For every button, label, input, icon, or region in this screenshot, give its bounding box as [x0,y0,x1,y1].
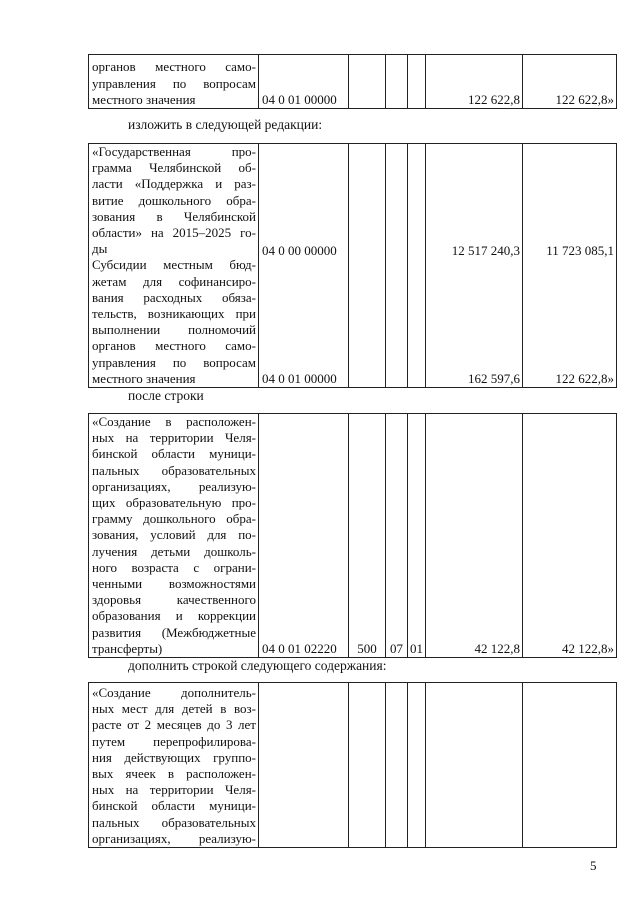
row-name-cell [89,414,259,658]
amount-cell-2 [523,144,617,388]
name-line: местного значения [92,91,196,107]
pr-cell: 01 [408,414,426,658]
name-line: управления по вопросам [92,354,256,370]
name-line: щих образовательную про- [92,495,256,511]
table-row [89,55,617,109]
name-line: здоровья качественного [92,592,256,608]
name-line: грамма Челябинской об- [92,160,256,176]
name-line: «Государственная про- [92,144,256,159]
instruction-text: после строки [128,388,204,403]
pr-cell [408,55,426,109]
name-line: зования в Челябинской [92,208,256,224]
name-line: ных мест для детей в воз- [92,701,256,717]
amount-cell-1 [426,144,523,388]
code-cell: 04 0 01 00000 [259,55,349,109]
ved-cell [349,55,386,109]
name-line: организациях, реализую- [92,830,256,846]
name-line: ния действующих группо- [92,749,256,765]
rz-cell: 07 [386,414,408,658]
name-line: ных на территории Челя- [92,782,256,798]
amount-cell-1 [426,683,523,848]
table-fragment-1 [88,54,617,109]
rz-cell [386,55,408,109]
pr-cell [408,683,426,848]
name-line: трансферты) [92,640,163,656]
code-cell: 04 0 01 02220 [259,414,349,658]
page-number: 5 [590,858,597,873]
pr-cell [408,144,426,388]
name-line: «Создание дополнитель- [92,685,256,700]
subsidy-code: 04 0 01 00000 [262,370,337,386]
name-line: зования, условий для по- [92,527,256,543]
ved-cell: 500 [349,414,386,658]
name-line: развития (Межбюджетные [92,624,256,640]
subsidy-amount-2: 122 622,8» [555,370,614,386]
amount-cell-1: 42 122,8 [426,414,523,658]
name-line: вания расходных обяза- [92,289,256,305]
row-name-cell [89,55,259,109]
table-row [89,414,617,658]
table-row [89,683,617,848]
name-line: бинской области муници- [92,798,256,814]
name-line: Субсидии местным бюд- [92,257,256,273]
program-code: 04 0 00 00000 [262,243,337,259]
program-amount-1: 12 517 240,3 [451,243,520,259]
table-fragment-3 [88,413,617,658]
table-fragment-2 [88,143,617,388]
program-amount-2: 11 723 085,1 [546,243,614,259]
name-line: жетам для софинансиро- [92,273,256,289]
code-cell [259,144,349,388]
rz-cell [386,683,408,848]
name-line: путем перепрофилирова- [92,733,256,749]
ved-cell [349,683,386,848]
amount-cell-2: 42 122,8» [523,414,617,658]
name-line: расте от 2 месяцев до 3 лет [92,717,256,733]
name-line: местного значения [92,370,196,386]
name-line: ды [92,241,108,257]
ved-cell [349,144,386,388]
name-line: «Создание в расположен- [92,414,256,429]
name-line: органов местного само- [92,338,256,354]
name-line: бинской области муници- [92,446,256,462]
table-fragment-4 [88,682,617,848]
name-line: образования и коррекции [92,608,256,624]
name-line: области» на 2015–2025 го- [92,225,256,241]
amount-cell-2 [523,683,617,848]
name-line: выполнении полномочий [92,322,256,338]
instruction-text: изложить в следующей редакции: [128,117,323,132]
name-line: витие дошкольного обра- [92,192,256,208]
name-line: лучения детьми дошколь- [92,543,256,559]
amount-cell-2: 122 622,8» [523,55,617,109]
row-name-cell [89,144,259,388]
name-line: пальных образовательных [92,814,256,830]
name-line: организациях, реализую- [92,478,256,494]
table-row [89,144,617,388]
code-cell [259,683,349,848]
name-line: управления по вопросам [92,75,256,91]
name-line: органов местного само- [92,59,256,75]
amount-cell-1: 122 622,8 [426,55,523,109]
subsidy-amount-1: 162 597,6 [468,370,520,386]
name-line: пальных образовательных [92,462,256,478]
name-line: ных на территории Челя- [92,430,256,446]
name-line: тельств, возникающих при [92,306,256,322]
name-line: вых ячеек в расположен- [92,766,256,782]
row-name-cell [89,683,259,848]
name-line: ченными возможностями [92,576,256,592]
rz-cell [386,144,408,388]
name-line: грамму дошкольного обра- [92,511,256,527]
name-line: ного возраста с ограни- [92,559,256,575]
name-line: ласти «Поддержка и раз- [92,176,256,192]
instruction-text: дополнить строкой следующего содержания: [128,658,387,673]
